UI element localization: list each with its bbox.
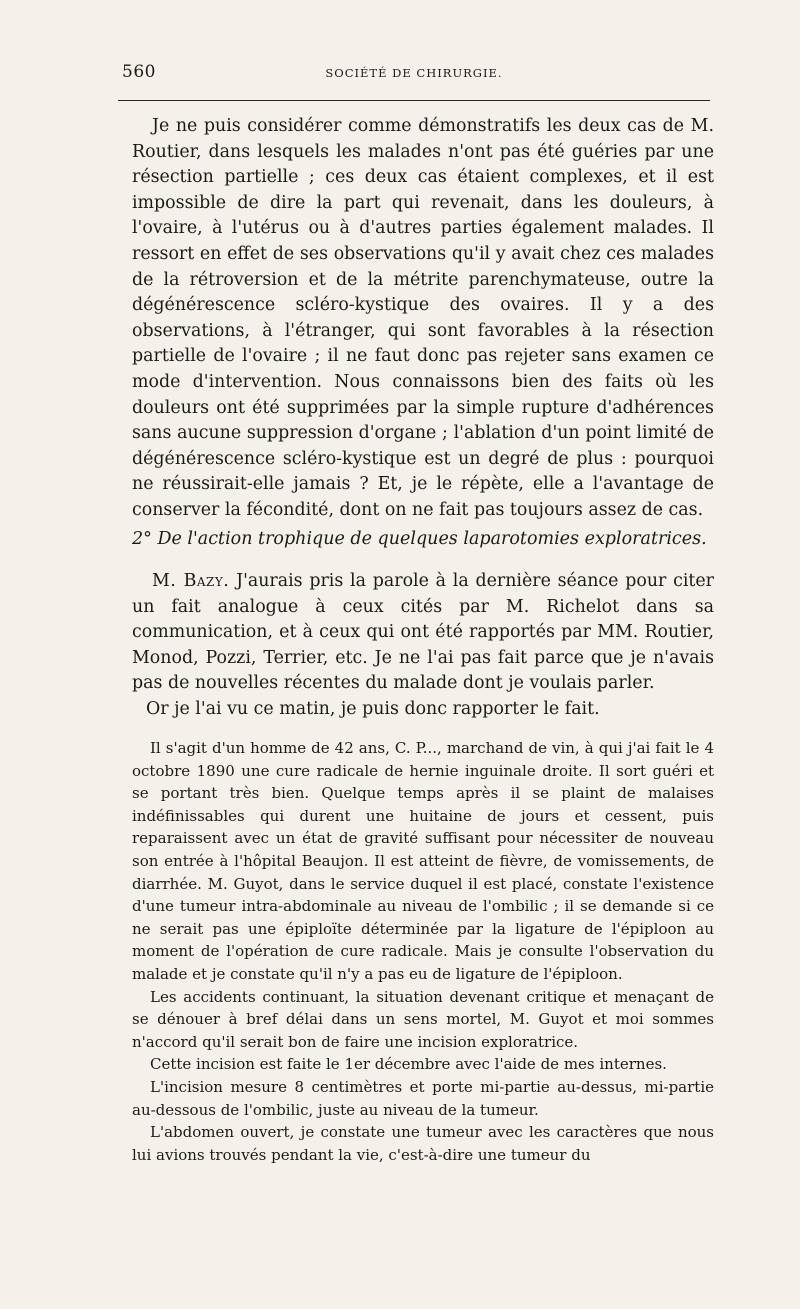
- section-heading: 2° De l'action trophique de quelques laparotomies exploratrices.: [132, 529, 707, 549]
- paragraph-2: [132, 569, 714, 697]
- paragraph-1-block: [132, 114, 714, 524]
- page-number: 560: [122, 62, 156, 82]
- page-header: [118, 62, 710, 86]
- section-heading-block: [132, 527, 714, 552]
- speaker-name: M. Bazy.: [152, 571, 230, 591]
- observation-paragraph-4: L'incision mesure 8 centimètres et porte mi-partie au-dessus, mi-partie au-dessous de l'ombilic, juste au niveau de la tumeur.: [132, 1077, 714, 1119]
- observation-paragraph-1: Il s'agit d'un homme de 42 ans, C. P..., marchand de vin, à qui j'ai fait le 4 octobre 1890 une cure radicale de hernie inguinale droite. Il sort guéri et se portant très bien. Quelque temps après il se plaint de malaises indéfinissables qui durent une huitaine de jours et cessent, puis reparaissent avec un état de gravité suffisant pour nécessiter de nouveau son entrée à l'hôpital Beaujon. Il est atteint de fièvre, de vomissements, de diarrhée. M. Guyot, dans le service duquel il est placé, constate l'existence d'une tumeur intra-abdominale au niveau de l'ombilic ; il se demande si ce ne serait pas une épiploïte déterminée par la ligature de l'épiploon au moment de l'opération de cure radicale. Mais je consulte l'observation du malade et je constate qu'il n'y a pas eu de ligature de l'épiploon.: [132, 739, 714, 983]
- header-rule: [118, 100, 710, 101]
- observation-paragraph-2: Les accidents continuant, la situation devenant critique et menaçant de se dénouer à bref délai dans un sens mortel, M. Guyot et moi sommes n'accord qu'il serait bon de faire une incision exploratrice.: [132, 987, 714, 1051]
- paragraph-2-block: [132, 569, 714, 723]
- observation-block: [132, 737, 714, 1166]
- paragraph-1: Je ne puis considérer comme démonstratifs les deux cas de M. Routier, dans lesquels les malades n'ont pas été guéries par une résection partielle ; ces deux cas étaient complexes, et il est impossible de dire la part qui revenait, dans les douleurs, à l'ovaire, à l'utérus ou à d'autres parties également malades. Il ressort en effet de ses observations qu'il y avait chez ces malades de la rétroversion et de la métrite parenchymateuse, outre la dégénérescence scléro-kystique des ovaires. Il y a des observations, à l'étranger, qui sont favorables à la résection partielle de l'ovaire ; il ne faut donc pas rejeter sans examen ce mode d'intervention. Nous connaissons bien des faits où les douleurs ont été supprimées par la simple rupture d'adhérences sans aucune suppression d'organe ; l'ablation d'un point limité de dégénérescence scléro-kystique est un degré de plus : pourquoi ne réussirait-elle jamais ? Et, je le répète, elle a l'avantage de conserver la fécondité, dont on ne fait pas toujours assez de cas.: [132, 116, 714, 520]
- observation-paragraph-3: Cette incision est faite le 1er décembre avec l'aide de mes internes.: [150, 1055, 667, 1074]
- observation-paragraph-5: L'abdomen ouvert, je constate une tumeur avec les caractères que nous lui avions trouvés pendant la vie, c'est-à-dire une tumeur du: [132, 1123, 714, 1164]
- paragraph-3: Or je l'ai vu ce matin, je puis donc rapporter le fait.: [146, 698, 600, 719]
- paragraph-2-text: J'aurais pris la parole à la dernière séance pour citer un fait analogue à ceux cités par M. Richelot dans sa communication, et à ceux qui ont été rapportés par MM. Routier, Monod, Pozzi, Terrier, etc. Je ne l'ai pas fait parce que je n'avais pas de nouvelles récentes du malade dont je voulais parler.: [132, 571, 714, 694]
- running-head: SOCIÉTÉ DE CHIRURGIE.: [325, 66, 503, 80]
